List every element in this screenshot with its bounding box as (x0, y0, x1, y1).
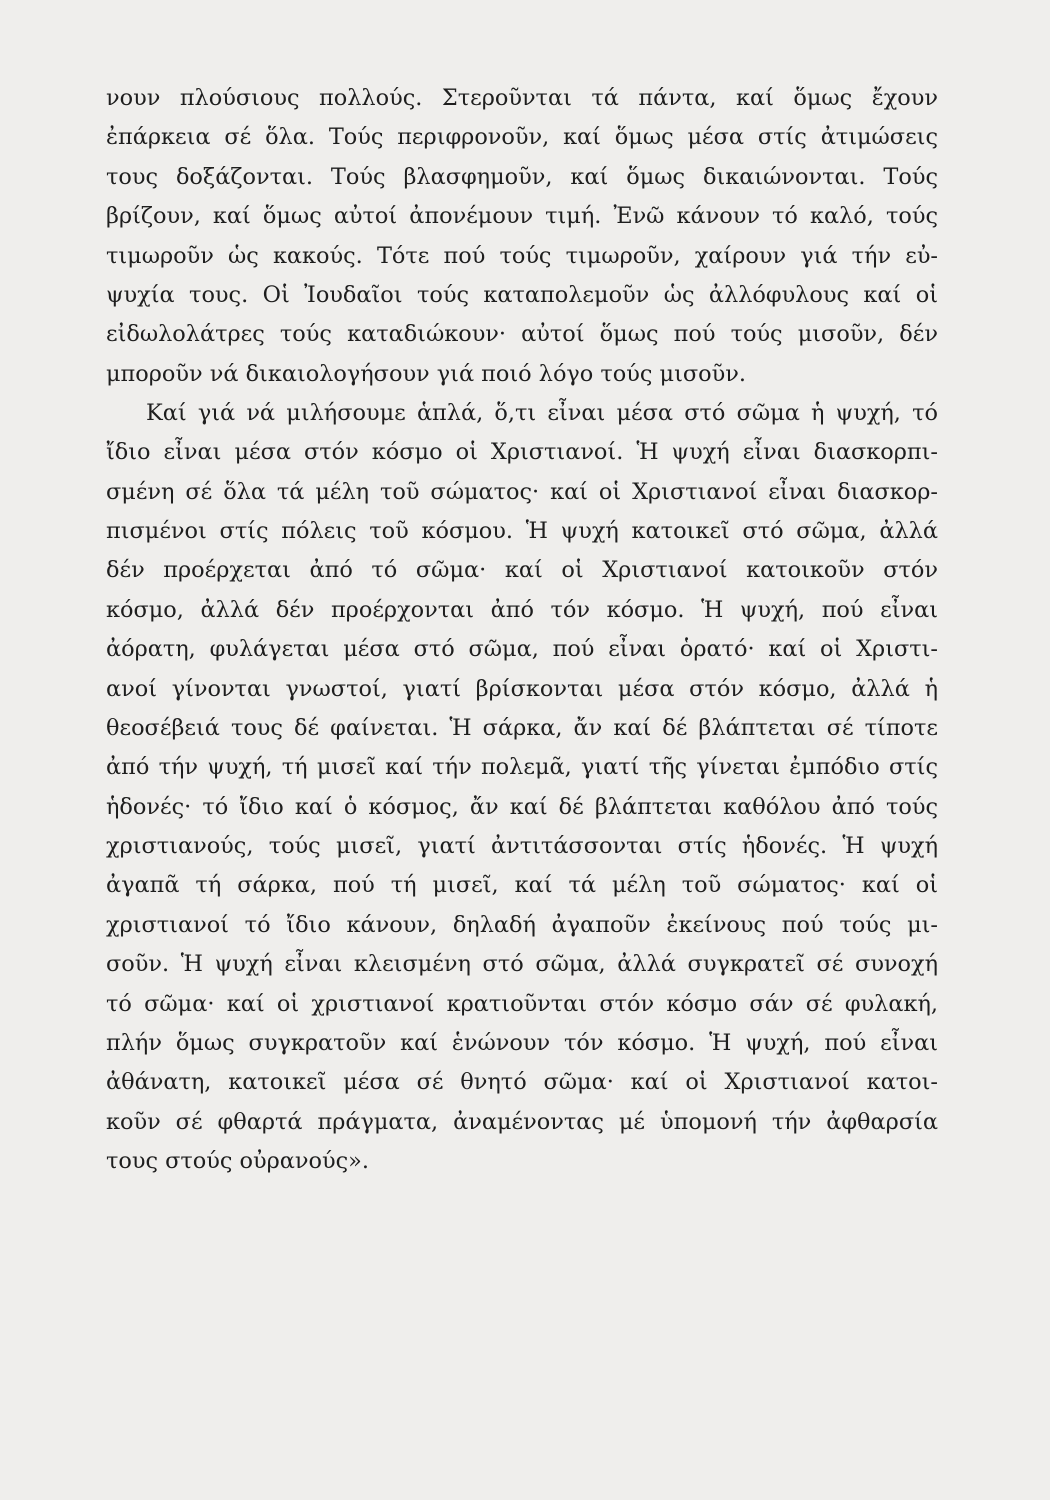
text-line: ἴδιο εἶναι μέσα στόν κόσμο οἱ Χριστιανοί. Ἡ ψυχή εἶναι διασκορπι- (106, 439, 938, 465)
text-line: ἀπό τήν ψυχή, τή μισεῖ καί τήν πολεμᾶ, γιατί τῆς γίνεται ἐμπόδιο στίς (106, 754, 938, 780)
text-line: ἀγαπᾶ τή σάρκα, πού τή μισεῖ, καί τά μέλη τοῦ σώματος· καί οἱ (106, 872, 938, 898)
text-line: ἀθάνατη, κατοικεῖ μέσα σέ θνητό σῶμα· καί οἱ Χριστιανοί κατοι- (106, 1069, 938, 1095)
text-line: σοῦν. Ἡ ψυχή εἶναι κλεισμένη στό σῶμα, ἀλλά συγκρατεῖ σέ συνοχή (106, 951, 938, 977)
text-line: τους στούς οὐρανούς». (106, 1148, 369, 1174)
paragraph-first-line: Καί γιά νά μιλήσουμε ἁπλά, ὅ,τι εἶναι μέσα στό σῶμα ἡ ψυχή, τό (146, 400, 938, 426)
text-line: τιμωροῦν ὡς κακούς. Τότε πού τούς τιμωροῦν, χαίρουν γιά τήν εὐ- (106, 243, 938, 269)
text-line: πλήν ὅμως συγκρατοῦν καί ἑνώνουν τόν κόσμο. Ἡ ψυχή, πού εἶναι (106, 1030, 938, 1056)
text-line: ψυχία τους. Οἱ Ἰουδαῖοι τούς καταπολεμοῦν ὡς ἀλλόφυλους καί οἱ (106, 282, 938, 308)
text-line: ἐπάρκεια σέ ὅλα. Τούς περιφρονοῦν, καί ὅμως μέσα στίς ἀτιμώσεις (106, 124, 938, 150)
text-line: χριστιανούς, τούς μισεῖ, γιατί ἀντιτάσσονται στίς ἡδονές. Ἡ ψυχή (106, 833, 938, 859)
text-line: πισμένοι στίς πόλεις τοῦ κόσμου. Ἡ ψυχή κατοικεῖ στό σῶμα, ἀλλά (106, 518, 938, 544)
text-line: χριστιανοί τό ἴδιο κάνουν, δηλαδή ἀγαποῦν ἐκείνους πού τούς μι- (106, 912, 938, 938)
text-line: εἰδωλολάτρες τούς καταδιώκουν· αὐτοί ὅμως πού τούς μισοῦν, δέν (106, 321, 938, 347)
text-line: τους δοξάζονται. Τούς βλασφημοῦν, καί ὅμως δικαιώνονται. Τούς (106, 164, 938, 190)
text-line: ἡδονές· τό ἴδιο καί ὁ κόσμος, ἄν καί δέ βλάπτεται καθόλου ἀπό τούς (106, 794, 938, 820)
text-line: τό σῶμα· καί οἱ χριστιανοί κρατιοῦνται στόν κόσμο σάν σέ φυλακή, (106, 991, 938, 1017)
text-line: σμένη σέ ὅλα τά μέλη τοῦ σώματος· καί οἱ Χριστιανοί εἶναι διασκορ- (106, 479, 938, 505)
text-line: θεοσέβειά τους δέ φαίνεται. Ἡ σάρκα, ἄν καί δέ βλάπτεται σέ τίποτε (106, 715, 938, 741)
text-line: κόσμο, ἀλλά δέν προέρχονται ἀπό τόν κόσμο. Ἡ ψυχή, πού εἶναι (106, 597, 938, 623)
text-line: δέν προέρχεται ἀπό τό σῶμα· καί οἱ Χριστιανοί κατοικοῦν στόν (106, 557, 938, 583)
text-line: μποροῦν νά δικαιολογήσουν γιά ποιό λόγο τούς μισοῦν. (106, 361, 746, 387)
text-line: βρίζουν, καί ὅμως αὐτοί ἀπονέμουν τιμή. Ἐνῶ κάνουν τό καλό, τούς (106, 203, 938, 229)
text-line: κοῦν σέ φθαρτά πράγματα, ἀναμένοντας μέ ὑπομονή τήν ἀφθαρσία (106, 1109, 938, 1135)
text-line: ἀόρατη, φυλάγεται μέσα στό σῶμα, πού εἶναι ὁρατό· καί οἱ Χριστι- (106, 636, 938, 662)
text-line: ανοί γίνονται γνωστοί, γιατί βρίσκονται μέσα στόν κόσμο, ἀλλά ἡ (106, 676, 938, 702)
text-line: νουν πλούσιους πολλούς. Στεροῦνται τά πάντα, καί ὅμως ἔχουν (106, 85, 938, 111)
